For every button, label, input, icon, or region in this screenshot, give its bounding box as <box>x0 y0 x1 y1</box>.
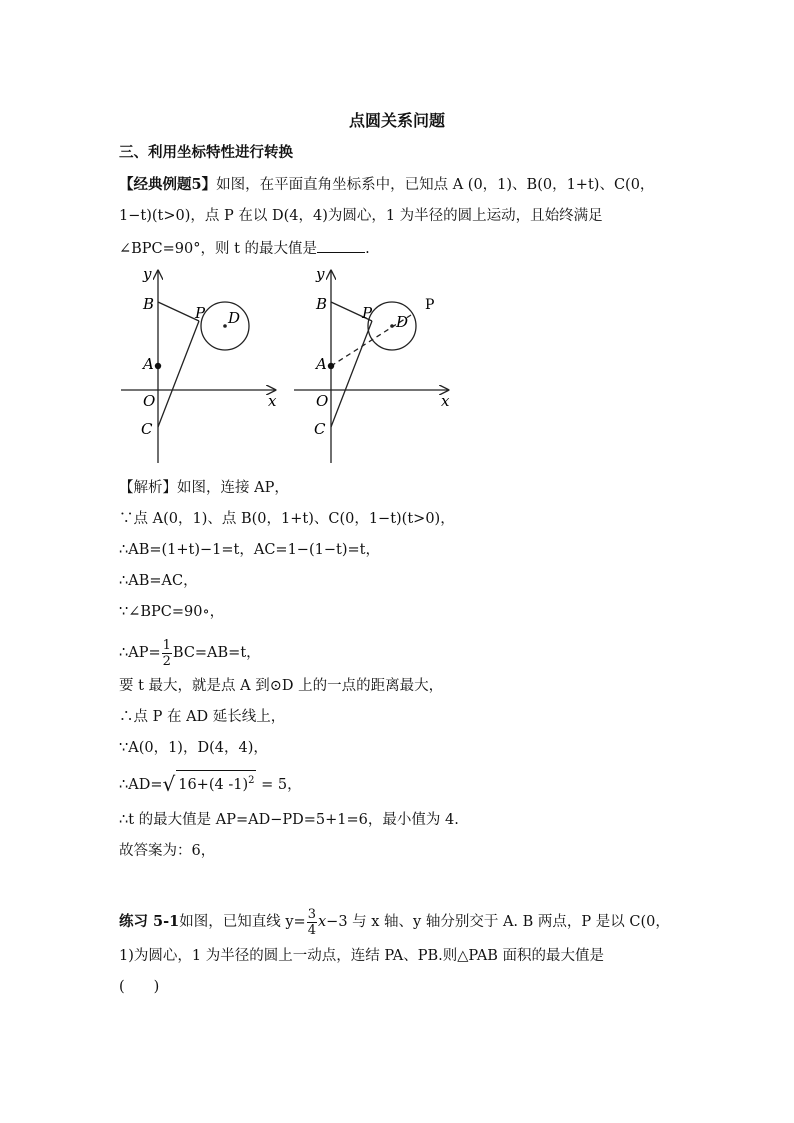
solution-line-7: ∴点 P 在 AD 延长线上， <box>119 709 286 725</box>
solution-line-5 <box>119 633 261 673</box>
fraction-half <box>162 638 172 669</box>
solution-line-6: 要 t 最大，就是点 A 到⊙D 上的一点的距离最大， <box>119 678 444 694</box>
fraction-denominator: 2 <box>162 653 171 669</box>
label-a: A <box>316 355 327 373</box>
label-b: B <box>143 295 155 313</box>
point-d <box>390 324 394 328</box>
practice-tag: 练习 5-1 <box>119 913 180 930</box>
y-label: y <box>316 265 325 283</box>
solution-line-9 <box>119 770 302 795</box>
fraction-numerator: 1 <box>162 637 171 653</box>
sqrt-radicand <box>176 770 256 795</box>
solution-line-8: ∵A(0，1)，D(4，4)， <box>119 740 268 756</box>
figure-right <box>288 265 458 470</box>
label-c: C <box>141 420 153 438</box>
origin-label: O <box>143 392 156 410</box>
segment-bp <box>158 302 199 321</box>
example-line-1 <box>119 175 654 195</box>
practice-line-2: 1)为圆心，1 为半径的圆上一动点，连结 PA、PB.则△PAB 面积的最大值是 <box>119 948 605 964</box>
label-p-outer: P <box>425 297 435 313</box>
x-label: x <box>441 392 450 410</box>
ad-prefix: ∴AD= <box>119 776 163 793</box>
section-heading: 三、利用坐标特性进行转换 <box>119 144 293 161</box>
label-d: D <box>396 313 409 331</box>
solution-line-10: ∴t 的最大值是 AP=AD−PD=5+1=6，最小值为 4. <box>119 812 459 828</box>
example-line-3-end: . <box>365 241 370 257</box>
example-tag: 【经典例题5】 <box>119 176 217 193</box>
solution-intro: 如图，连接 AP， <box>177 480 289 496</box>
point-a <box>328 363 334 369</box>
segment-pc <box>331 321 372 427</box>
origin-label: O <box>316 392 329 410</box>
segment-pc <box>158 321 199 427</box>
example-text-3: ∠BPC=90°，则 t 的最大值是 <box>119 241 318 257</box>
answer-blank <box>317 238 365 253</box>
radicand-text: 16+(4 -1) <box>178 776 249 793</box>
practice-pre: 如图，已知直线 y= <box>179 914 306 930</box>
radicand-exponent: 2 <box>248 775 255 786</box>
x-label: x <box>268 392 277 410</box>
example-line-2: 1−t)(t>0)，点 P 在以 D(4，4)为圆心，1 为半径的圆上运动，且始终满足 <box>119 208 603 224</box>
practice-line-3: ( ) <box>119 979 160 995</box>
label-c: C <box>314 420 326 438</box>
solution-line-2: ∴AB=(1+t)−1=t，AC=1−(1−t)=t， <box>119 542 380 558</box>
practice-post: −3 与 x 轴、y 轴分别交于 A. B 两点，P 是以 C(0， <box>326 914 670 930</box>
solution-line-4: ∵∠BPC=90∘， <box>119 604 225 620</box>
solution-line-1: ∵点 A(0，1)、点 B(0，1+t)、C(0，1−t)(t>0)， <box>119 511 455 527</box>
solution-line-intro <box>119 478 289 498</box>
fraction-three-quarters <box>307 907 317 938</box>
solution-tag: 【解析】 <box>119 480 177 496</box>
solution-answer: 故答案为：6， <box>119 843 216 859</box>
sqrt-sign: √ <box>162 771 176 796</box>
example-text-1: 如图，在平面直角坐标系中，已知点 A (0，1)、B(0，1+t)、C(0， <box>216 177 655 193</box>
example-line-3 <box>119 238 370 259</box>
label-b: B <box>316 295 328 313</box>
ap-suffix: BC=AB=t， <box>172 645 261 661</box>
ap-prefix: ∴AP= <box>119 645 161 661</box>
practice-variable: x <box>317 914 327 930</box>
ad-suffix: = 5， <box>256 776 302 793</box>
label-d: D <box>228 309 241 327</box>
page-title: 点圆关系问题 <box>348 111 445 130</box>
point-d <box>223 324 227 328</box>
practice-line-1 <box>119 902 670 942</box>
y-label: y <box>143 265 152 283</box>
fraction-numerator: 3 <box>307 906 316 922</box>
label-p: P <box>195 304 206 322</box>
fraction-denominator: 4 <box>307 922 316 938</box>
solution-line-3: ∴AB=AC， <box>119 573 198 589</box>
point-a <box>155 363 161 369</box>
figure-left <box>115 265 285 470</box>
label-p: P <box>362 304 373 322</box>
label-a: A <box>143 355 154 373</box>
